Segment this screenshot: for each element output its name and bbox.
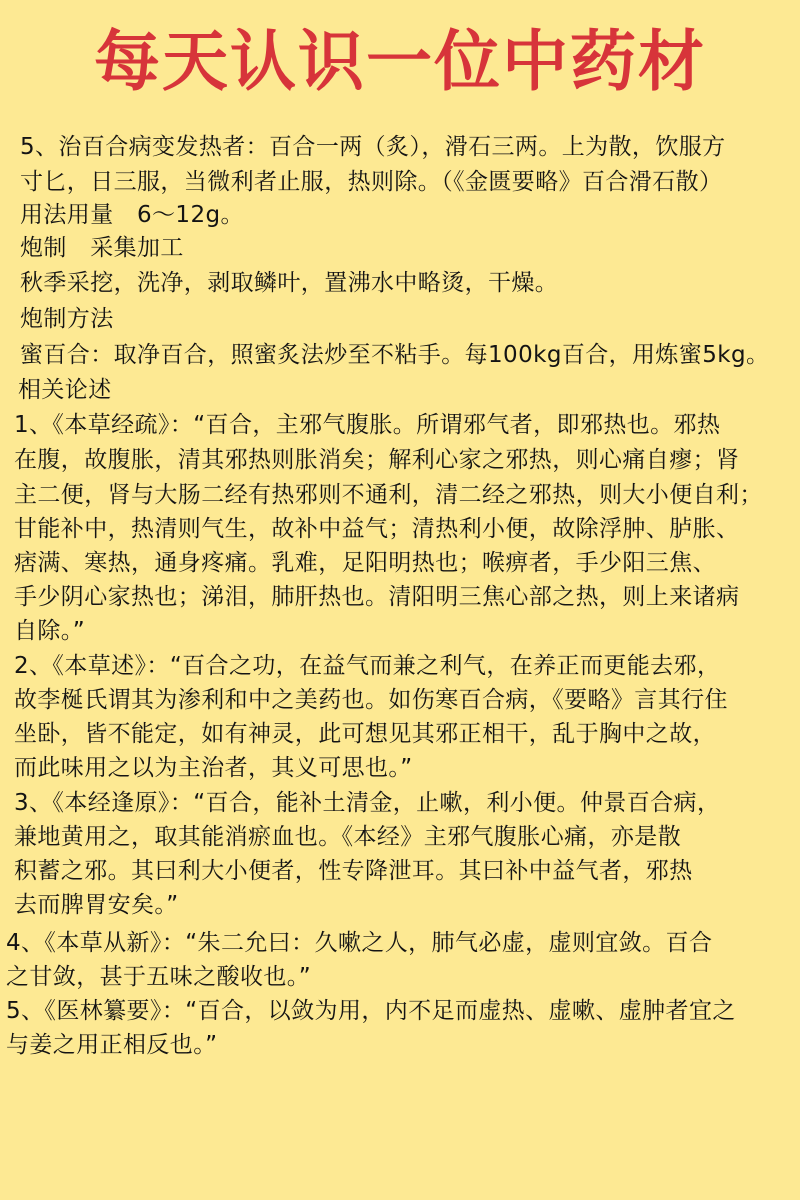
text-line: 坐卧，皆不能定，如有神灵，此可想见其邪正相干，乱于胸中之故， — [14, 721, 716, 747]
text-line: 甘能补中，热清则气生，故补中益气；清热利小便，故除浮肿、胪胀、 — [14, 516, 740, 542]
text-line: 5、《医林纂要》：“百合，以敛为用，内不足而虚热、虚嗽、虚肿者宜之 — [6, 998, 736, 1024]
text-line: 故李梴氏谓其为渗利和中之美药也。如伤寒百合病，《要略》言其行住 — [14, 687, 728, 713]
text-line: 用法用量 6～12g。 — [20, 202, 244, 228]
text-line: 3、《本经逢原》：“百合，能补土清金，止嗽，利小便。仲景百合病， — [14, 790, 721, 816]
text-line: 积蓄之邪。其曰利大小便者，性专降泄耳。其曰补中益气者，邪热 — [14, 858, 693, 884]
text-line: 而此味用之以为主治者，其义可思也。” — [14, 755, 413, 781]
text-line: 5、治百合病变发热者：百合一两（炙），滑石三两。上为散，饮服方 — [20, 134, 726, 160]
text-line: 炮制 采集加工 — [20, 235, 184, 261]
text-line: 2、《本草述》：“百合之功，在益气而兼之利气，在养正而更能去邪， — [14, 653, 721, 679]
text-line: 手少阴心家热也；涕泪，肺肝热也。清阳明三焦心部之热，则上来诸病 — [14, 584, 740, 610]
text-line: 与姜之用正相反也。” — [6, 1032, 218, 1058]
text-line: 炮制方法 — [20, 306, 114, 332]
text-line: 兼地黄用之，取其能消瘀血也。《本经》主邪气腹胀心痛，亦是散 — [14, 824, 682, 850]
text-line: 1、《本草经疏》：“百合，主邪气腹胀。所谓邪气者，即邪热也。邪热 — [14, 412, 721, 438]
text-line: 在腹，故腹胀，清其邪热则胀消矣；解利心家之邪热，则心痛自瘳；肾 — [14, 447, 740, 473]
text-line: 蜜百合：取净百合，照蜜炙法炒至不粘手。每100kg百合，用炼蜜5kg。 — [20, 342, 770, 368]
text-line: 寸匕，日三服，当微利者止服，热则除。（《金匮要略》百合滑石散） — [20, 169, 723, 195]
text-line: 自除。” — [14, 618, 86, 644]
page-title: 每天认识一位中药材 — [94, 23, 706, 100]
text-line: 4、《本草从新》：“朱二允曰：久嗽之人，肺气必虚，虚则宜敛。百合 — [6, 930, 713, 956]
text-line: 主二便，肾与大肠二经有热邪则不通利，清二经之邪热，则大小便自利； — [14, 482, 763, 508]
text-line: 之甘敛，甚于五味之酸收也。” — [6, 964, 312, 990]
text-line: 相关论述 — [18, 377, 112, 403]
text-line: 痞满、寒热，通身疼痛。乳难，足阳明热也；喉痹者，手少阳三焦、 — [14, 550, 716, 576]
text-line: 秋季采挖，洗净，剥取鳞叶，置沸水中略烫，干燥。 — [20, 270, 559, 296]
text-line: 去而脾胃安矣。” — [14, 892, 179, 918]
